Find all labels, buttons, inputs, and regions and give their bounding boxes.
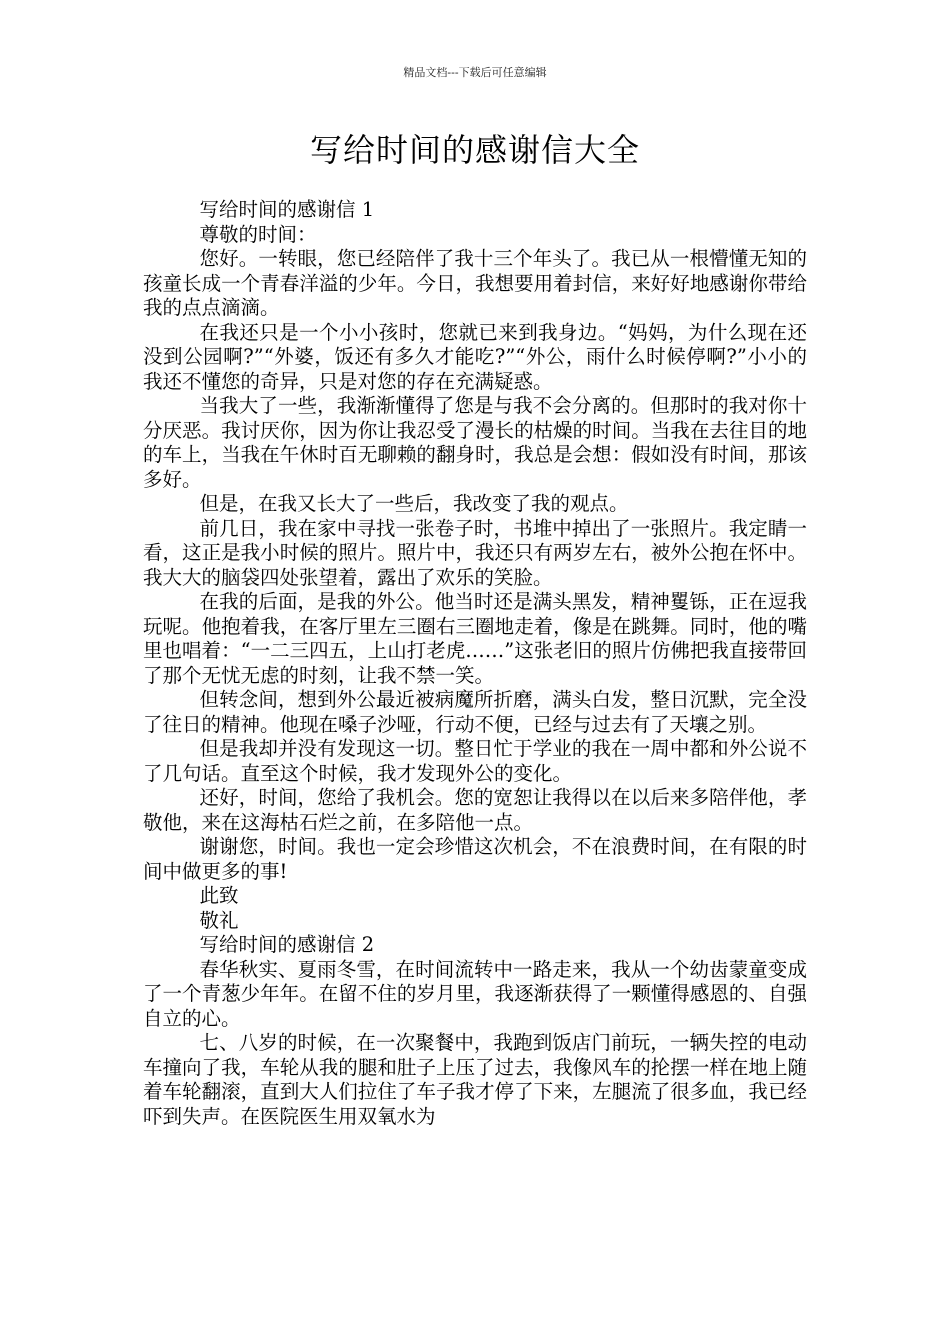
salutation: 尊敬的时间： — [199, 222, 317, 246]
closing-line: 敬礼 — [199, 908, 239, 932]
paragraph: 您好。一转眼，您已经陪伴了我十三个年头了。我已从一根懵懂无知的孩童长成一个青春洋溢的少年。今日，我想要用着封信，来好好地感谢你带给我的点点滴滴。 — [143, 247, 807, 319]
paragraph: 谢谢您，时间。我也一定会珍惜这次机会，不在浪费时间，在有限的时间中做更多的事! — [143, 835, 807, 883]
paragraph: 还好，时间，您给了我机会。您的宽恕让我得以在以后来多陪伴他，孝敬他，来在这海枯石烂之前，在多陪他一点。 — [143, 786, 807, 834]
paragraph: 但是，在我又长大了一些后，我改变了我的观点。 — [199, 492, 629, 515]
paragraph: 在我还只是一个小小孩时，您就已来到我身边。“妈妈，为什么现在还没到公园啊?”“外婆，饭还有多久才能吃?”“外公，雨什么时候停啊?”小小的我还不懂您的奇异，只是对您的存在充满疑惑。 — [143, 320, 807, 393]
document-body — [143, 198, 807, 1129]
paragraph: 七、八岁的时候，在一次聚餐中，我跑到饭店门前玩，一辆失控的电动车撞向了我，车轮从我的腿和肚子上压了过去，我像风车的抡摆一样在地上随着车轮翻滚，直到大人们拉住了车子我才停了下来，左腿流了很多血，我已经吓到失声。在医院医生用双氧水为 — [143, 1031, 807, 1128]
paragraph: 但是我却并没有发现这一切。整日忙于学业的我在一周中都和外公说不了几句话。直至这个时候，我才发现外公的变化。 — [143, 737, 807, 785]
paragraph: 当我大了一些，我渐渐懂得了您是与我不会分离的。但那时的我对你十分厌恶。我讨厌你，因为你让我忍受了漫长的枯燥的时间。当我在去往目的地的车上，当我在午休时百无聊赖的翻身时，我总是会想：假如没有时间，那该多好。 — [143, 394, 807, 491]
paragraph: 但转念间，想到外公最近被病魔所折磨，满头白发，整日沉默，完全没了往日的精神。他现在嗓子沙哑，行动不便，已经与过去有了天壤之别。 — [143, 688, 807, 736]
document-title: 写给时间的感谢信大全 — [309, 131, 640, 169]
letter-heading: 写给时间的感谢信 1 — [199, 198, 375, 221]
letter-heading: 写给时间的感谢信 2 — [199, 933, 375, 956]
closing-line: 此致 — [199, 884, 239, 907]
paragraph: 在我的后面，是我的外公。他当时还是满头黑发，精神矍铄，正在逗我玩呢。他抱着我，在客厅里左三圈右三圈地走着，像是在跳舞。同时，他的嘴里也唱着：“一二三四五，上山打老虎……”这张老旧的照片仿佛把我直接带回了那个无忧无虑的时刻，让我不禁一笑。 — [143, 590, 807, 687]
header-note: 精品文档---下载后可任意编辑 — [403, 66, 547, 79]
paragraph: 春华秋实、夏雨冬雪，在时间流转中一路走来，我从一个幼齿蒙童变成了一个青葱少年年。在留不住的岁月里，我逐渐获得了一颗懂得感恩的、自强自立的心。 — [143, 957, 807, 1030]
paragraph: 前几日，我在家中寻找一张卷子时，书堆中掉出了一张照片。我定睛一看，这正是我小时候的照片。照片中，我还只有两岁左右，被外公抱在怀中。我大大的脑袋四处张望着，露出了欢乐的笑脸。 — [143, 516, 807, 589]
